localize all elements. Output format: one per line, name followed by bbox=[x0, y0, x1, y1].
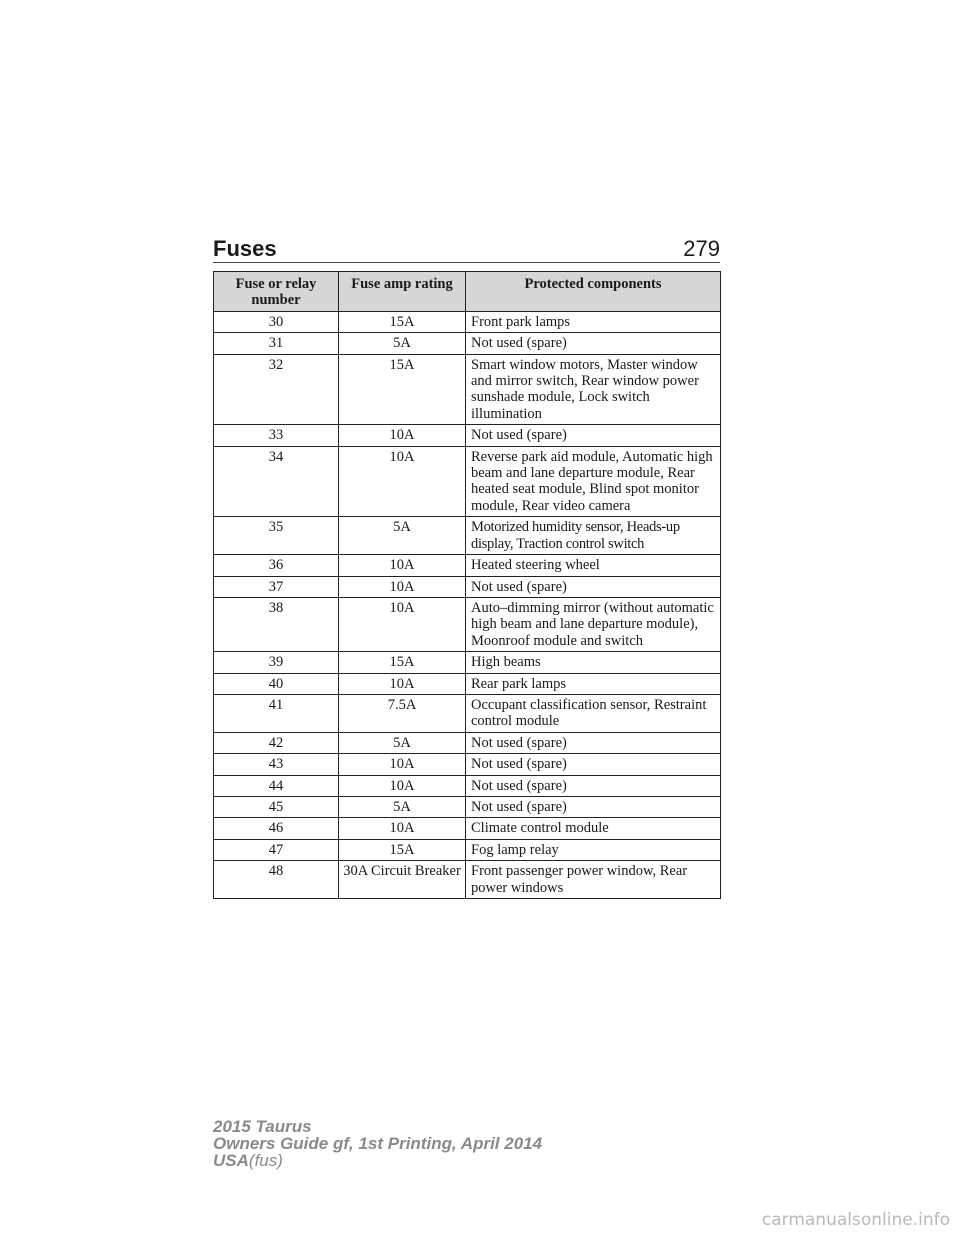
fuse-number: 39 bbox=[214, 652, 339, 673]
column-header-number: Fuse or relay number bbox=[214, 272, 339, 312]
fuse-rating: 10A bbox=[339, 425, 466, 446]
table-row bbox=[214, 311, 721, 332]
footer-edition: Owners Guide gf, 1st Printing, April 2014 bbox=[213, 1134, 543, 1153]
fuse-components: Reverse park aid module, Automatic high beam and lane departure module, Rear heated seat module, Blind spot monitor module, Rear video camera bbox=[466, 446, 721, 517]
page-header bbox=[213, 226, 720, 260]
fuse-rating: 5A bbox=[339, 517, 466, 555]
table-row bbox=[214, 839, 721, 860]
fuse-rating: 7.5A bbox=[339, 694, 466, 732]
fuse-components: Not used (spare) bbox=[466, 732, 721, 753]
fuse-components: Motorized humidity sensor, Heads-up display, Traction control switch bbox=[466, 517, 721, 555]
footer-market bbox=[213, 1152, 542, 1169]
fuse-components: Smart window motors, Master window and mirror switch, Rear window power sunshade module, Lock switch illumination bbox=[466, 354, 721, 425]
fuse-rating: 15A bbox=[339, 354, 466, 425]
watermark: carmanualsonline.info bbox=[761, 1210, 950, 1230]
table-header-row bbox=[214, 272, 721, 312]
table-row bbox=[214, 597, 721, 651]
fuse-rating: 10A bbox=[339, 576, 466, 597]
fuse-number: 42 bbox=[214, 732, 339, 753]
fuse-components: Heated steering wheel bbox=[466, 555, 721, 576]
table-row bbox=[214, 796, 721, 817]
page-number: 279 bbox=[683, 236, 720, 261]
fuse-number: 40 bbox=[214, 673, 339, 694]
fuse-number: 47 bbox=[214, 839, 339, 860]
table-row bbox=[214, 818, 721, 839]
fuse-rating: 15A bbox=[339, 311, 466, 332]
table-row bbox=[214, 861, 721, 899]
table-row bbox=[214, 732, 721, 753]
fuse-number: 46 bbox=[214, 818, 339, 839]
fuse-rating: 30A Circuit Breaker bbox=[339, 861, 466, 899]
fuse-components: Fog lamp relay bbox=[466, 839, 721, 860]
section-title: Fuses bbox=[213, 236, 277, 261]
fuse-rating: 15A bbox=[339, 652, 466, 673]
table-row bbox=[214, 555, 721, 576]
fuse-rating: 10A bbox=[339, 818, 466, 839]
fuse-rating: 10A bbox=[339, 775, 466, 796]
fuse-components: Not used (spare) bbox=[466, 754, 721, 775]
fuse-number: 34 bbox=[214, 446, 339, 517]
fuse-number: 35 bbox=[214, 517, 339, 555]
fuse-number: 43 bbox=[214, 754, 339, 775]
fuse-components: Not used (spare) bbox=[466, 796, 721, 817]
fuse-number: 36 bbox=[214, 555, 339, 576]
column-header-components: Protected components bbox=[466, 272, 721, 312]
fuse-rating: 10A bbox=[339, 673, 466, 694]
fuse-rating: 10A bbox=[339, 446, 466, 517]
column-header-rating: Fuse amp rating bbox=[339, 272, 466, 312]
table-row bbox=[214, 673, 721, 694]
document-footer bbox=[213, 1118, 542, 1169]
table-row bbox=[214, 775, 721, 796]
table-row bbox=[214, 333, 721, 354]
fuse-rating: 10A bbox=[339, 754, 466, 775]
table-row bbox=[214, 425, 721, 446]
fuse-number: 48 bbox=[214, 861, 339, 899]
fuse-components: Front passenger power window, Rear power windows bbox=[466, 861, 721, 899]
fuse-number: 45 bbox=[214, 796, 339, 817]
fuse-number: 38 bbox=[214, 597, 339, 651]
table-row bbox=[214, 652, 721, 673]
fuse-rating: 5A bbox=[339, 796, 466, 817]
fuse-components: Not used (spare) bbox=[466, 333, 721, 354]
table-row bbox=[214, 446, 721, 517]
fuse-components: Rear park lamps bbox=[466, 673, 721, 694]
fuse-table bbox=[213, 271, 721, 899]
footer-market-main: USA bbox=[213, 1151, 249, 1170]
fuse-number: 44 bbox=[214, 775, 339, 796]
fuse-number: 30 bbox=[214, 311, 339, 332]
fuse-rating: 5A bbox=[339, 333, 466, 354]
fuse-components: High beams bbox=[466, 652, 721, 673]
fuse-components: Front park lamps bbox=[466, 311, 721, 332]
fuse-components: Occupant classification sensor, Restraint control module bbox=[466, 694, 721, 732]
table-row bbox=[214, 694, 721, 732]
fuse-number: 41 bbox=[214, 694, 339, 732]
header-divider bbox=[213, 262, 720, 263]
table-row bbox=[214, 754, 721, 775]
fuse-number: 33 bbox=[214, 425, 339, 446]
fuse-components: Not used (spare) bbox=[466, 775, 721, 796]
fuse-rating: 5A bbox=[339, 732, 466, 753]
footer-market-suffix: (fus) bbox=[248, 1151, 283, 1170]
table-row bbox=[214, 517, 721, 555]
fuse-rating: 15A bbox=[339, 839, 466, 860]
fuse-components: Climate control module bbox=[466, 818, 721, 839]
fuse-rating: 10A bbox=[339, 555, 466, 576]
table-row bbox=[214, 354, 721, 425]
footer-model: 2015 Taurus bbox=[213, 1117, 312, 1136]
fuse-components: Auto–dimming mirror (without automatic high beam and lane departure module), Moonroof module and switch bbox=[466, 597, 721, 651]
fuse-number: 32 bbox=[214, 354, 339, 425]
table-row bbox=[214, 576, 721, 597]
fuse-rating: 10A bbox=[339, 597, 466, 651]
fuse-components: Not used (spare) bbox=[466, 576, 721, 597]
fuse-components: Not used (spare) bbox=[466, 425, 721, 446]
fuse-number: 31 bbox=[214, 333, 339, 354]
fuse-number: 37 bbox=[214, 576, 339, 597]
